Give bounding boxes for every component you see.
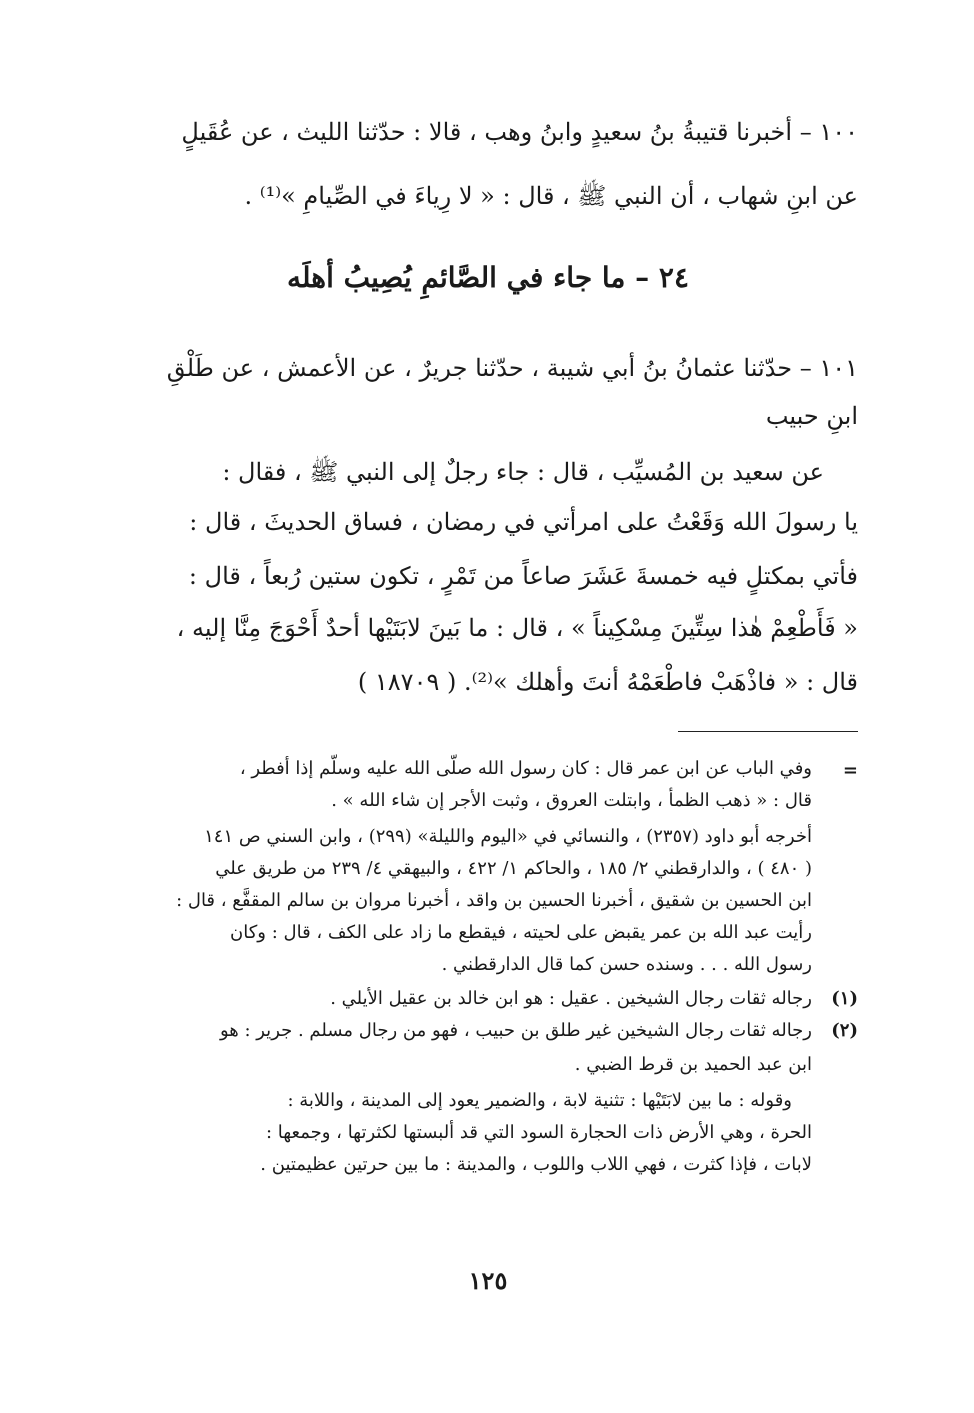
hadith-100-line-1: ١٠٠ – أخبرنا قتيبةُ بنُ سعيدٍ وابنُ وهب ، قالا : حدّثنا الليث ، عن عُقَيلٍ (181, 118, 858, 146)
footnote-separator (678, 731, 858, 732)
footnote-cont-line-2: قال : « ذهب الظمأ ، وابتلت العروق ، وثبت الأجر إن شاء الله » . (331, 790, 812, 811)
footnote-1-marker: (١) (831, 988, 858, 1009)
footnote-continuation-mark: = (842, 760, 858, 781)
page-number: ١٢٥ (468, 1266, 508, 1295)
hadith-101-line-4: يا رسولَ الله وَقَعْتُ على امرأتي في رمضان ، فساق الحديثَ ، قال : (189, 508, 858, 536)
hadith-101-line-6: « فَأَطْعِمْ هٰذا سِتِّينَ مِسْكِيناً » ، قال : ما بَينَ لابَتَيْها أحدٌ أَحْوَجَ مِنَّا إليه ، (176, 614, 858, 642)
footnote-cont-line-7: رسول الله . . . وسنده حسن كما قال الدارقطني . (441, 954, 812, 975)
footnote-cont-line-4: ( ٤٨٠ ) ، والدارقطني ٢/ ١٨٥ ، والحاكم ١/ ٤٢٢ ، والبيهقي ٤/ ٢٣٩ من طريق علي (215, 858, 812, 879)
footnote-2-line-3: وقوله : ما بين لابَتَيْها : تثنية لابة ، والضمير يعود إلى المدينة ، واللابة : (287, 1090, 792, 1111)
hadith-101-line-3: عن سعيد بن المُسيِّب ، قال : جاء رجلٌ إلى النبي ﷺ ، فقال : (222, 458, 824, 486)
footnote-cont-line-5: ابن الحسين بن شقيق ، أخبرنا الحسين بن واقد ، أخبرنا مروان بن سالم المقفَّع ، قال : (176, 890, 812, 911)
hadith-101-line-2: ابنِ حبيب (765, 402, 858, 430)
footnote-cont-line-3: أخرجه أبو داود (٢٣٥٧) ، والنسائي في «اليوم والليلة» (٢٩٩) ، وابن السني ص ١٤١ (204, 826, 812, 847)
footnote-2-line-4: الحرة ، وهي الأرض ذات الحجارة السود التي قد ألبستها لكثرتها ، وجمعها : (265, 1122, 812, 1143)
footnote-cont-line-1: وفي الباب عن ابن عمر قال : كان رسول الله صلّى الله عليه وسلّم إذا أفطر ، (239, 758, 812, 779)
footnote-2-marker: (٢) (831, 1020, 858, 1041)
chapter-heading: ٢٤ – ما جاء في الصَّائمِ يُصِيبُ أهلَه (287, 261, 689, 294)
hadith-101-line-7: قال : « فاذْهَبْ فاطْعَمْهُ أنتَ وأهلك »⁽²⁾. ( ١٨٧٠٩ ) (357, 668, 858, 696)
footnote-1-line-1: رجاله ثقات رجال الشيخين . عقيل : هو ابن خالد بن عقيل الأيلي . (330, 988, 812, 1009)
footnote-cont-line-6: رأيت عبد الله بن عمر يقبض على لحيته ، فيقطع ما زاد على الكف ، قال : وكان (230, 922, 812, 943)
footnote-2-line-5: لابات ، فإذا كثرت ، فهي اللاب واللوب ، والمدينة : ما بين حرتين عظيمتين . (260, 1154, 812, 1175)
footnote-2-line-1: رجاله ثقات رجال الشيخين غير طلق بن حبيب ، فهو من رجال مسلم . جرير : هو (219, 1020, 812, 1041)
hadith-101-line-5: فأتي بمكتلٍ فيه خمسةَ عَشَرَ صاعاً من تَمْرٍ ، تكون ستين رُبعاً ، قال : (188, 562, 858, 590)
hadith-101-line-1: ١٠١ – حدّثنا عثمانُ بنُ أبي شيبة ، حدّثنا جريرٌ ، عن الأعمش ، عن طَلْقِ (166, 354, 858, 382)
footnote-2-line-2: ابن عبد الحميد بن قرط الضبي . (574, 1054, 812, 1075)
hadith-100-line-2: عن ابنِ شهاب ، أن النبي ﷺ ، قال : « لا رِياءَ في الصِّيامِ »⁽¹⁾ . (244, 182, 858, 210)
